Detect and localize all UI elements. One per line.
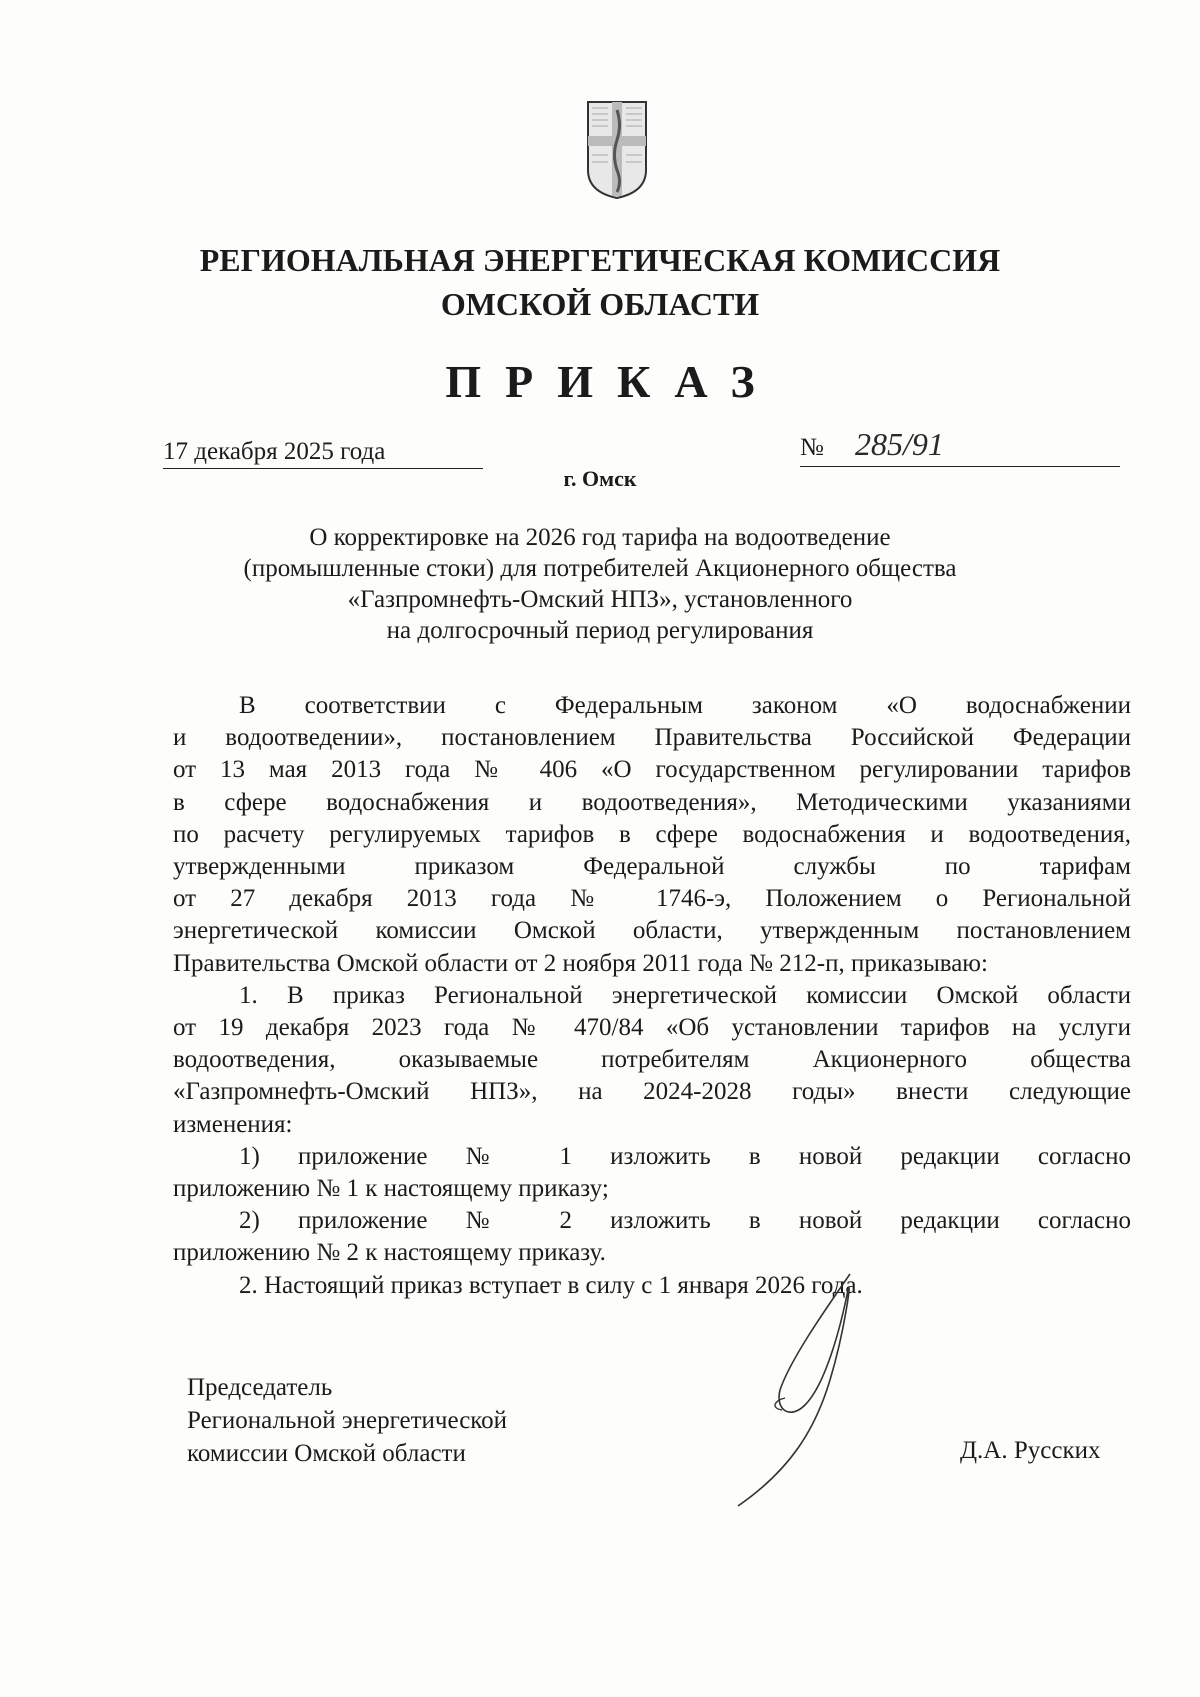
item1-line: водоотведения, оказываемые потребителям Акционерного общества <box>173 1046 1131 1074</box>
preamble-line: по расчету регулируемых тарифов в сфере водоснабжения и водоотведения, <box>173 820 1131 848</box>
preamble-line: от 27 декабря 2013 года № 1746-э, Положением о Региональной <box>173 885 1131 913</box>
signatory-title-line: Региональной энергетической <box>187 1407 508 1434</box>
document-type-title: ПРИКАЗ <box>445 356 779 407</box>
order-number-field <box>800 426 1120 467</box>
signatory-name: Д.А. Русских <box>960 1437 1101 1464</box>
order-subject <box>200 522 1000 646</box>
signatory-title-line: комиссии Омской области <box>187 1440 466 1467</box>
sub1-line: приложению № 1 к настоящему приказу; <box>173 1175 609 1203</box>
coat-of-arms-emblem <box>586 100 648 200</box>
preamble-line: энергетической комиссии Омской области, утвержденным постановлением <box>173 917 1131 945</box>
organization-heading <box>0 238 1200 326</box>
organization-name-line2: ОМСКОЙ ОБЛАСТИ <box>440 286 760 322</box>
signatory-title-line: Председатель <box>187 1374 333 1401</box>
preamble-line: и водоотведении», постановлением Правительства Российской Федерации <box>173 724 1131 752</box>
sub1-line: 1) приложение № 1 изложить в новой редакции согласно <box>239 1142 1131 1170</box>
handwritten-signature <box>730 1270 880 1510</box>
order-number-handwritten: 285/91 <box>855 426 944 462</box>
item2-line: 2. Настоящий приказ вступает в силу с 1 января 2026 года. <box>239 1271 863 1299</box>
sub2-line: приложению № 2 к настоящему приказу. <box>173 1239 606 1267</box>
item1-line: от 19 декабря 2023 года № 470/84 «Об установлении тарифов на услуги <box>173 1014 1131 1042</box>
preamble-line: утвержденными приказом Федеральной службы по тарифам <box>173 853 1131 881</box>
number-sign: № <box>800 434 824 461</box>
order-body <box>173 690 1131 1302</box>
sub2-line: 2) приложение № 2 изложить в новой редакции согласно <box>239 1207 1131 1235</box>
preamble-line: от 13 мая 2013 года № 406 «О государственном регулировании тарифов <box>173 756 1131 784</box>
order-date: 17 декабря 2025 года <box>163 438 483 469</box>
preamble-line: Правительства Омской области от 2 ноября 2011 года № 212-п, приказываю: <box>173 949 988 977</box>
subject-line: (промышленные стоки) для потребителей Акционерного общества <box>243 555 957 582</box>
organization-name-line1: РЕГИОНАЛЬНАЯ ЭНЕРГЕТИЧЕСКАЯ КОМИССИЯ <box>199 242 1001 278</box>
city-name: г. Омск <box>563 466 637 491</box>
preamble-line: В соответствии с Федеральным законом «О водоснабжении <box>239 692 1131 719</box>
preamble-line: в сфере водоснабжения и водоотведения», Методическими указаниями <box>173 788 1131 816</box>
item1-line: 1. В приказ Региональной энергетической комиссии Омской области <box>239 981 1131 1009</box>
subject-line: «Газпромнефть-Омский НПЗ», установленного <box>347 586 853 613</box>
item1-line: «Газпромнефть-Омский НПЗ», на 2024-2028 годы» внести следующие <box>173 1078 1131 1106</box>
subject-line: на долгосрочный период регулирования <box>386 617 814 644</box>
signatory-title <box>187 1371 507 1470</box>
item1-line: изменения: <box>173 1110 293 1138</box>
subject-line: О корректировке на 2026 год тарифа на водоотведение <box>309 524 891 551</box>
